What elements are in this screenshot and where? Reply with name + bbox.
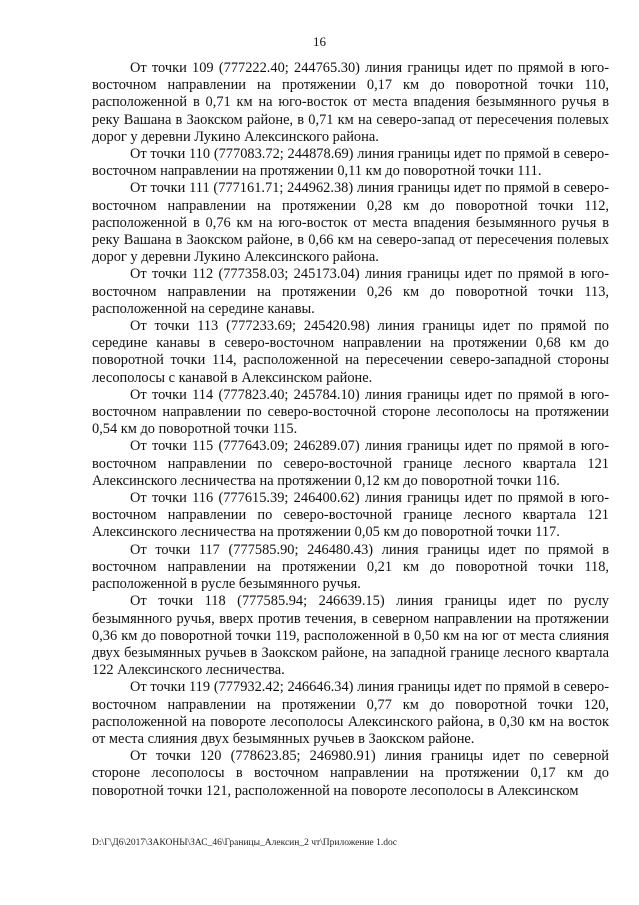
paragraph-point-119: От точки 119 (777932.42; 246646.34) линия границы идет по прямой в северо-восточном направлении на протяжении 0,77 км до поворотной точки 120, расположенной на повороте лесополосы Алексинского района, в 0,30 км на восток от места слияния двух безымянных ручьев в Заокском районе.	[92, 679, 609, 747]
paragraph-point-115: От точки 115 (777643.09; 246289.07) линия границы идет по прямой в юго-восточном направлении по северо-восточной границе лесного квартала 121 Алексинского лесничества на протяжении 0,12 км до поворотной точки 116.	[92, 438, 609, 489]
paragraph-point-116: От точки 116 (777615.39; 246400.62) линия границы идет по прямой в юго-восточном направлении по северо-восточной границе лесного квартала 121 Алексинского лесничества на протяжении 0,05 км до поворотной точки 117.	[92, 490, 609, 541]
paragraph-point-120: От точки 120 (778623.85; 246980.91) линия границы идет по северной стороне лесополосы в восточном направлении на протяжении 0,17 км до поворотной точки 121, расположенной на повороте лесополосы в Алексинском	[92, 748, 609, 799]
paragraph-point-114: От точки 114 (777823.40; 245784.10) линия границы идет по прямой в юго-восточном направлении по северо-восточной стороне лесополосы на протяжении 0,54 км до поворотной точки 115.	[92, 386, 609, 438]
paragraph-point-110: От точки 110 (777083.72; 244878.69) линия границы идет по прямой в северо-восточном направлении на протяжении 0,11 км до поворотной точки 111.	[92, 146, 609, 180]
paragraph-point-117: От точки 117 (777585.90; 246480.43) линия границы идет по прямой в восточном направлении на протяжении 0,21 км до поворотной точки 118, расположенной в русле безымянного ручья.	[92, 541, 609, 593]
footer-file-path: D:\Г\Д6\2017\ЗАКОНЫ\ЗАС_46\Границы_Алексин_2 чт\Приложение 1.doc	[92, 838, 397, 848]
document-body	[92, 60, 609, 800]
paragraph-point-118: От точки 118 (777585.94; 246639.15) линия границы идет по руслу безымянного ручья, вверх против течения, в северном направлении на протяжении 0,36 км до поворотной точки 119, расположенной в 0,50 км на юг от места слияния двух безымянных ручьев в Заокском районе, на западной границе лесного квартала 122 Алексинского лесничества.	[92, 593, 609, 679]
paragraph-point-109: От точки 109 (777222.40; 244765.30) линия границы идет по прямой в юго-восточном направлении на протяжении 0,17 км до поворотной точки 110, расположенной в 0,71 км на юго-восток от места впадения безымянного ручья в реку Вашана в Заокском районе, в 0,71 км на северо-запад от пересечения полевых дорог у деревни Лукино Алексинского района.	[92, 60, 609, 145]
page-number: 16	[313, 34, 326, 49]
paragraph-point-112: От точки 112 (777358.03; 245173.04) линия границы идет по прямой в юго-восточном направлении на протяжении 0,26 км до поворотной точки 113, расположенной на середине канавы.	[92, 266, 609, 317]
paragraph-point-111: От точки 111 (777161.71; 244962.38) линия границы идет по прямой в северо-восточном направлении на протяжении 0,28 км до поворотной точки 112, расположенной в 0,76 км на юго-восток от места впадения безымянного ручья в реку Вашана в Заокском районе, в 0,66 км на северо-запад от пересечения полевых дорог у деревни Лукино Алексинского района.	[92, 180, 609, 266]
paragraph-point-113: От точки 113 (777233.69; 245420.98) линия границы идет по прямой по середине канавы в северо-восточном направлении на протяжении 0,68 км до поворотной точки 114, расположенной на пересечении северо-западной стороны лесополосы с канавой в Алексинском районе.	[92, 318, 609, 386]
